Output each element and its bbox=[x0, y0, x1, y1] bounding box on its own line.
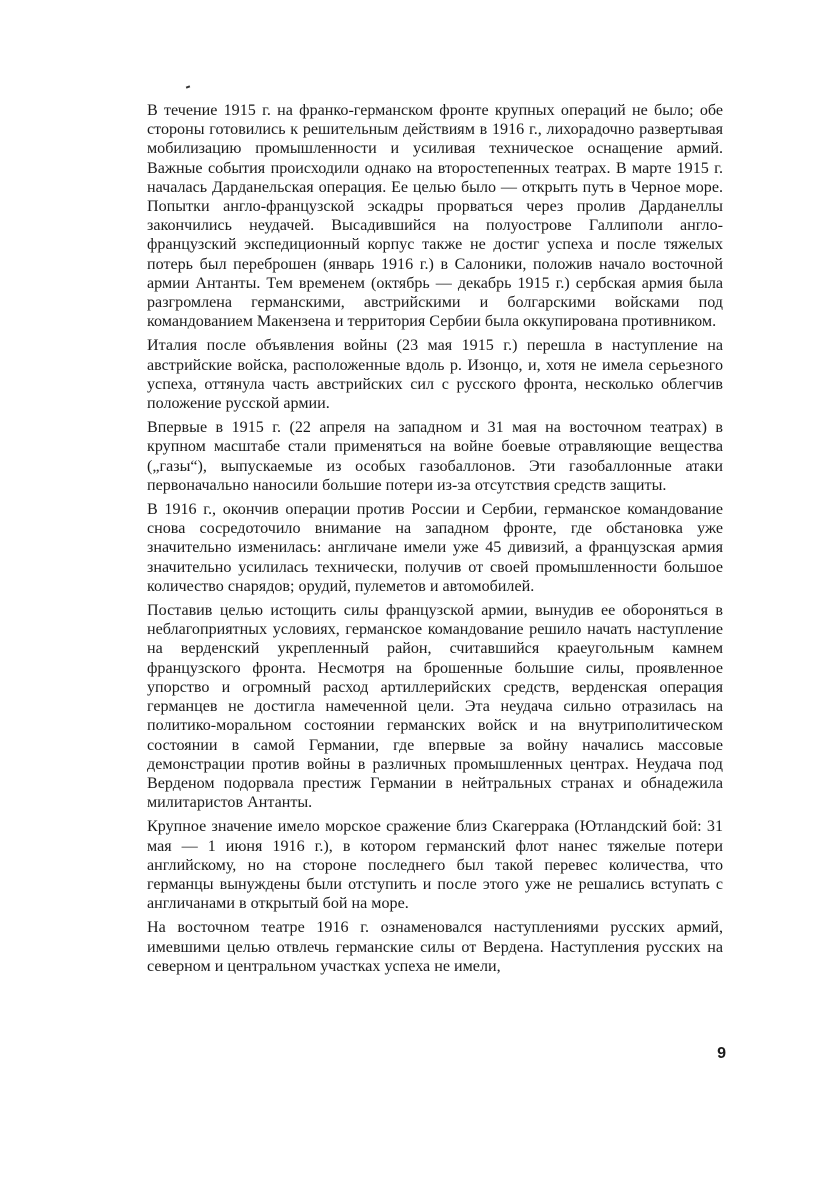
print-speck bbox=[186, 85, 190, 88]
paragraph-4: В 1916 г., окончив операции против России и Сербии, германское командование снова сосредоточило внимание на западном фронте, где обстановка уже значительно изменилась: англичане имели уже 45 дивизий, а французская армия значительно усилилась технически, получив от своей промышленности большое количество снарядов; орудий, пулеметов и автомобилей. bbox=[147, 501, 723, 595]
paragraph-2: Италия после объявления войны (23 мая 1915 г.) перешла в наступление на австрийские войска, расположенные вдоль р. Изонцо, и, хотя не имела серьезного успеха, оттянула часть австрийских сил с русского фронта, несколько облегчив положение русской армии. bbox=[147, 337, 723, 413]
paragraph-1: В течение 1915 г. на франко-германском фронте крупных операций не было; обе стороны готовились к решительным действиям в 1916 г., лихорадочно развертывая мобилизацию промышленности и усиливая техническое оснащение армий. Важные события происходили однако на второстепенных театрах. В марте 1915 г. началась Дарданельская операция. Ее целью было — открыть путь в Черное море. Попытки англо-французской эскадры прорваться через пролив Дарданеллы закончились неудачей. Высадившийся на полуострове Галлиполи англо-французский экспедиционный корпус также не достиг успеха и после тяжелых потерь был переброшен (январь 1916 г.) в Салоники, положив начало восточной армии Антанты. Тем временем (октябрь — декабрь 1915 г.) сербская армия была разгромлена германскими, австрийскими и болгарскими войсками под командованием Макензена и территория Сербии была оккупирована противником. bbox=[147, 102, 723, 331]
paragraph-6: Крупное значение имело морское сражение близ Скагеррака (Ютландский бой: 31 мая — 1 июня 1916 г.), в котором германский флот нанес тяжелые потери английскому, но на стороне последнего был такой перевес количества, что германцы вынуждены были отступить и после этого уже не решались вступать с англичанами в открытый бой на море. bbox=[147, 818, 723, 913]
paragraph-7: На восточном театре 1916 г. ознаменовался наступлениями русских армий, имевшими целью отвлечь германские силы от Вердена. Наступления русских на северном и центральном участках успеха не имели, bbox=[147, 919, 723, 975]
paragraph-5: Поставив целью истощить силы французской армии, вынудив ее обороняться в неблагоприятных условиях, германское командование решило начать наступление на верденский укрепленный район, считавшийся краеугольным камнем французского фронта. Несмотря на брошенные большие силы, проявленное упорство и огромный расход артиллерийских средств, верденская операция германцев не достигла намеченной цели. Эта неудача сильно отразилась на политико-моральном состоянии германских войск и на внутриполитическом состоянии в самой Германии, где впервые за войну начались массовые демонстрации против войны в различных промышленных центрах. Неудача под Верденом подорвала престиж Германии в нейтральных странах и обнадежила милитаристов Антанты. bbox=[147, 602, 723, 812]
body-text bbox=[147, 101, 723, 981]
page-number: 9 bbox=[717, 1045, 726, 1062]
paragraph-3: Впервые в 1915 г. (22 апреля на западном и 31 мая на восточном театрах) в крупном масштабе стали применяться на войне боевые отравляющие вещества („газы“), выпускаемые из особых газобаллонов. Эти газобаллонные атаки первоначально наносили большие потери из-за отсутствия средств защиты. bbox=[147, 419, 723, 494]
